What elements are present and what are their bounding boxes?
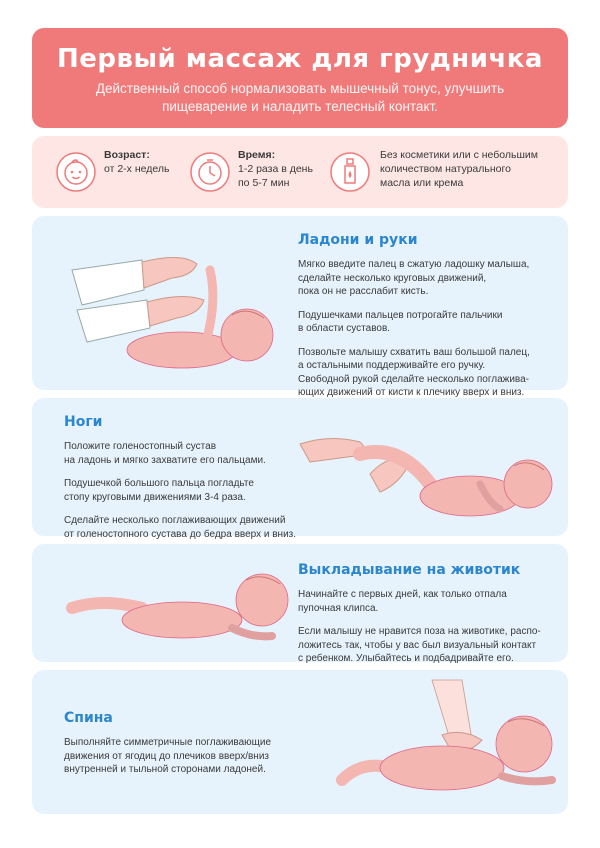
- legs-paragraph-3: Сделайте несколько поглаживающих движений от голеностопного сустава до бедра вверх и вниз.: [64, 515, 297, 540]
- card-back: [32, 670, 568, 814]
- card-hands: [32, 216, 568, 398]
- hands-title: Ладони и руки: [298, 232, 418, 248]
- age-label: Возраст:: [104, 149, 150, 161]
- header-banner: [32, 28, 568, 128]
- baby-tummy-illustration: [62, 558, 302, 654]
- legs-paragraph-2: Подушечкой большого пальца погладьте стопу круговыми движениями 3-4 раза.: [64, 478, 254, 503]
- tummy-title: Выкладывание на животик: [298, 562, 521, 578]
- info-oil: [330, 148, 538, 192]
- baby-legs-illustration: [300, 414, 564, 526]
- oil-bottle-icon: [330, 152, 370, 192]
- time-value-2: по 5-7 мин: [238, 177, 290, 189]
- oil-line-2: количеством натурального: [380, 163, 511, 175]
- hands-paragraph-1: Мягко введите палец в сжатую ладошку малыша, сделайте несколько круговых движений, пока он не расслабит кисть.: [298, 259, 530, 297]
- page-title: Первый массаж для грудничка: [57, 44, 543, 74]
- card-legs: [32, 398, 568, 540]
- time-label: Время:: [238, 149, 276, 161]
- info-age: [56, 148, 169, 192]
- hands-paragraph-3: Позвольте малышу схватить ваш большой палец, а остальными поддерживайте его ручку. Свободной рукой сделайте несколько поглажива- ющих движений от кисти к плечику вверх и вниз.: [298, 346, 530, 398]
- back-title: Спина: [64, 710, 113, 726]
- tummy-paragraph-2: Если малышу не нравится поза на животике, распо- ложитесь так, чтобы у вас был визуальный контакт с ребенком. Улыбайтесь и подбадривайте его.: [298, 626, 541, 664]
- oil-line-3: масла или крема: [380, 177, 464, 189]
- baby-hands-illustration: [32, 230, 292, 380]
- page-subtitle: Действенный способ нормализовать мышечный тонус, улучшить пищеварение и наладить телесный контакт.: [95, 81, 505, 114]
- clock-icon: [190, 152, 230, 192]
- time-value-1: 1-2 раза в день: [238, 163, 313, 175]
- back-paragraph-1: Выполняйте симметричные поглаживающие движения от ягодиц до плечиков вверх/вниз внутренней и тыльной сторонами ладоней.: [64, 737, 272, 775]
- card-tummy: [32, 544, 568, 662]
- hands-paragraph-2: Подушечками пальцев потрогайте пальчики в области суставов.: [298, 309, 503, 334]
- oil-line-1: Без косметики или с небольшим: [380, 149, 538, 161]
- info-strip: [32, 136, 568, 208]
- tummy-paragraph-1: Начинайте с первых дней, как только отпала пупочная клипса.: [298, 589, 507, 614]
- age-value: от 2-х недель: [104, 163, 170, 175]
- info-time: [190, 148, 313, 192]
- legs-paragraph-1: Положите голеностопный сустав на ладонь и мягко захватите его пальцами.: [64, 441, 266, 466]
- baby-face-icon: [56, 152, 96, 192]
- baby-back-illustration: [312, 680, 564, 806]
- legs-title: Ноги: [64, 414, 103, 430]
